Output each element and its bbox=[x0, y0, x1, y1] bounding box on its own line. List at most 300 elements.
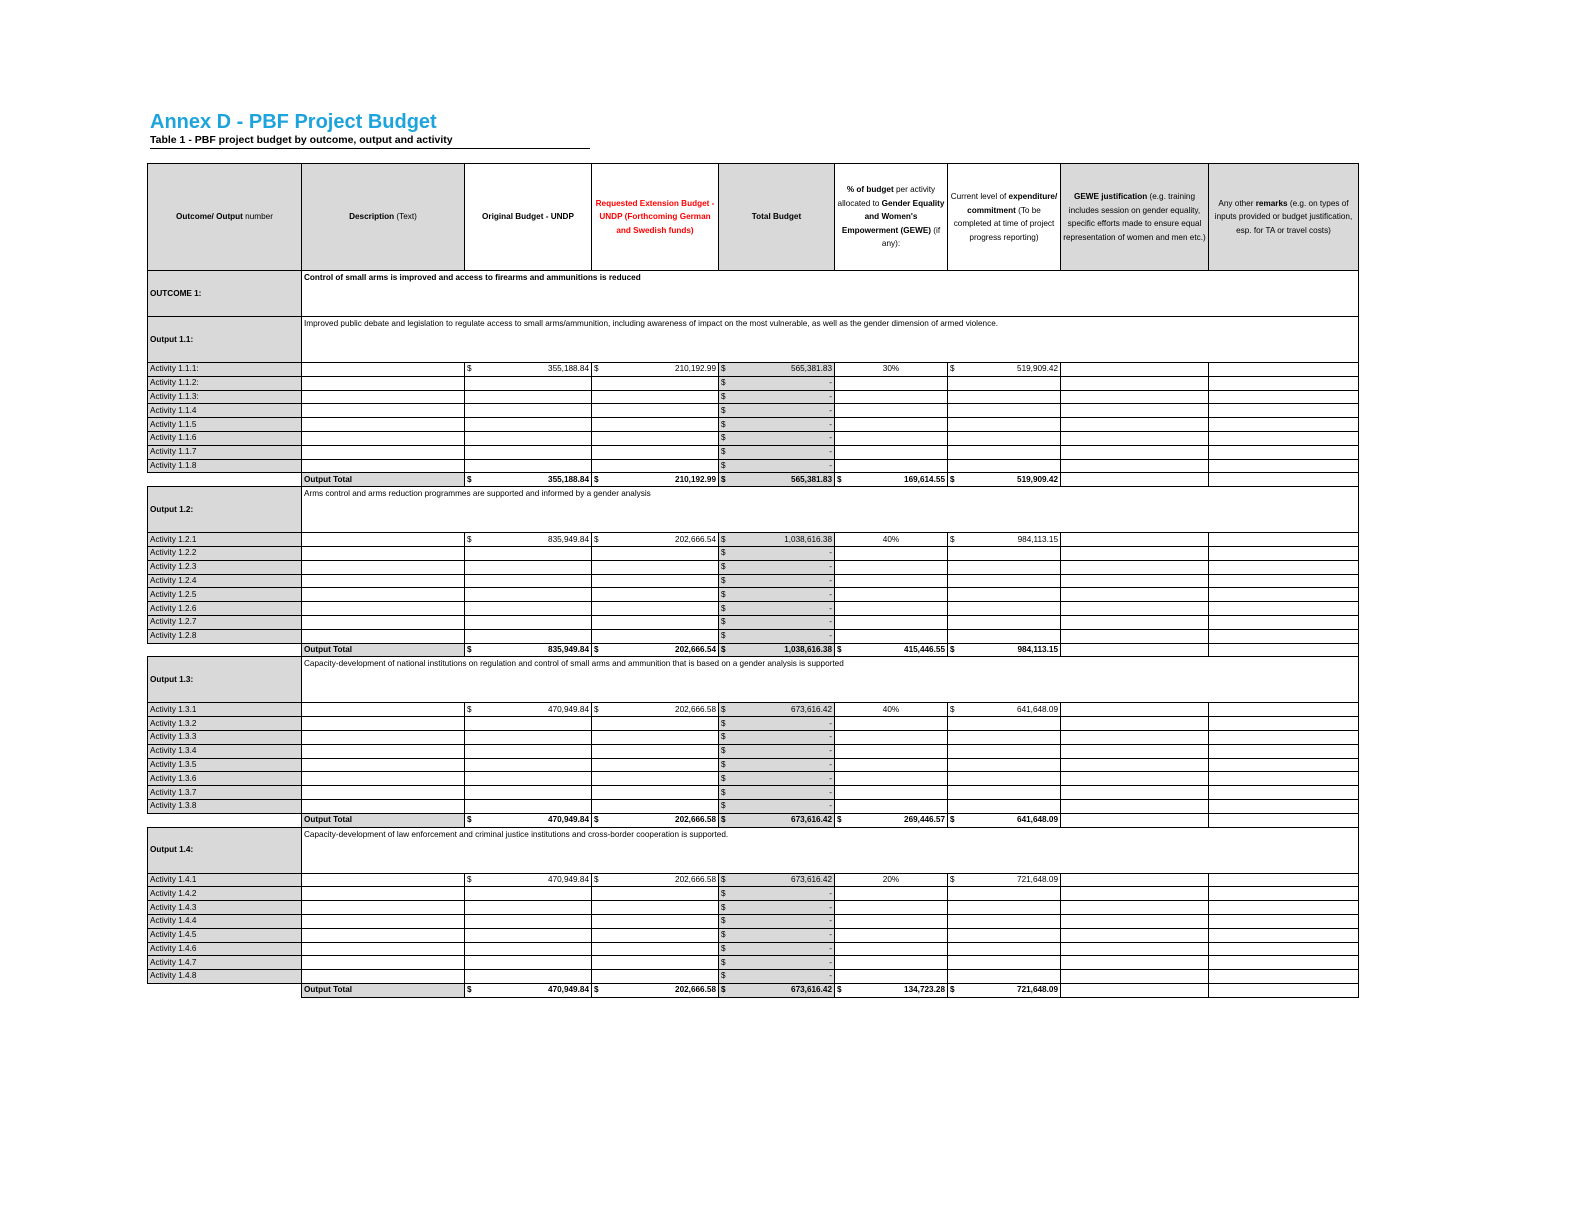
amount-value: - bbox=[829, 617, 832, 627]
activity-original-budget bbox=[465, 533, 592, 547]
activity-label: Activity 1.3.6 bbox=[148, 772, 302, 786]
activity-remarks bbox=[1209, 956, 1359, 970]
activity-gewe-percent: 20% bbox=[835, 873, 948, 887]
amount-value: 202,666.58 bbox=[675, 815, 716, 825]
amount-value: - bbox=[829, 562, 832, 572]
activity-gewe-percent bbox=[835, 574, 948, 588]
currency-symbol: $ bbox=[721, 943, 726, 953]
activity-total-budget bbox=[719, 901, 835, 915]
amount-value: 1,038,616.38 bbox=[784, 644, 832, 654]
activity-description bbox=[302, 588, 465, 602]
amount-value: 984,113.15 bbox=[1017, 534, 1058, 544]
activity-expenditure bbox=[948, 956, 1061, 970]
activity-label: Activity 1.1.2: bbox=[148, 376, 302, 390]
currency-symbol: $ bbox=[721, 405, 726, 415]
activity-expenditure bbox=[948, 873, 1061, 887]
activity-description bbox=[302, 363, 465, 377]
activity-original-budget bbox=[465, 970, 592, 984]
activity-row bbox=[148, 717, 1359, 731]
activity-extension-budget bbox=[592, 914, 719, 928]
activity-total-budget bbox=[719, 390, 835, 404]
activity-expenditure bbox=[948, 418, 1061, 432]
activity-remarks bbox=[1209, 786, 1359, 800]
activity-remarks bbox=[1209, 744, 1359, 758]
amount-value: 641,648.09 bbox=[1017, 704, 1058, 714]
activity-original-budget bbox=[465, 901, 592, 915]
activity-extension-budget bbox=[592, 901, 719, 915]
currency-symbol: $ bbox=[721, 447, 726, 457]
activity-description bbox=[302, 717, 465, 731]
activity-gewe-justification bbox=[1061, 363, 1209, 377]
amount-value: 202,666.58 bbox=[675, 874, 716, 884]
activity-label: Activity 1.1.6 bbox=[148, 431, 302, 445]
activity-total-budget bbox=[719, 887, 835, 901]
activity-remarks bbox=[1209, 390, 1359, 404]
activity-description bbox=[302, 956, 465, 970]
activity-expenditure bbox=[948, 744, 1061, 758]
activity-description bbox=[302, 772, 465, 786]
activity-gewe-percent bbox=[835, 928, 948, 942]
currency-symbol: $ bbox=[594, 644, 599, 654]
output-label: Output 1.1: bbox=[148, 317, 302, 363]
activity-extension-budget bbox=[592, 445, 719, 459]
amount-value: 673,616.42 bbox=[791, 874, 832, 884]
output-total-row bbox=[148, 813, 1359, 827]
document-subtitle: Table 1 - PBF project budget by outcome, output and activity bbox=[150, 134, 590, 149]
total-total-budget bbox=[719, 983, 835, 997]
activity-gewe-justification bbox=[1061, 956, 1209, 970]
output-section-row bbox=[148, 657, 1359, 703]
activity-total-budget bbox=[719, 574, 835, 588]
currency-symbol: $ bbox=[721, 603, 726, 613]
output-label: Output 1.4: bbox=[148, 827, 302, 873]
amount-value: 134,723.28 bbox=[904, 985, 945, 995]
activity-total-budget bbox=[719, 560, 835, 574]
activity-total-budget bbox=[719, 703, 835, 717]
activity-gewe-percent bbox=[835, 418, 948, 432]
activity-row bbox=[148, 533, 1359, 547]
amount-value: - bbox=[829, 447, 832, 457]
amount-value: - bbox=[829, 971, 832, 981]
activity-gewe-justification bbox=[1061, 970, 1209, 984]
activity-row bbox=[148, 560, 1359, 574]
activity-gewe-justification bbox=[1061, 445, 1209, 459]
activity-original-budget bbox=[465, 730, 592, 744]
total-spacer bbox=[148, 473, 302, 487]
currency-symbol: $ bbox=[721, 985, 726, 995]
activity-expenditure bbox=[948, 404, 1061, 418]
activity-original-budget bbox=[465, 546, 592, 560]
activity-gewe-justification bbox=[1061, 615, 1209, 629]
activity-extension-budget bbox=[592, 376, 719, 390]
activity-description bbox=[302, 431, 465, 445]
activity-gewe-percent: 40% bbox=[835, 703, 948, 717]
output-label: Output 1.2: bbox=[148, 487, 302, 533]
activity-extension-budget bbox=[592, 574, 719, 588]
activity-extension-budget bbox=[592, 956, 719, 970]
activity-gewe-justification bbox=[1061, 758, 1209, 772]
activity-gewe-justification bbox=[1061, 431, 1209, 445]
activity-total-budget bbox=[719, 588, 835, 602]
amount-value: - bbox=[829, 718, 832, 728]
activity-gewe-justification bbox=[1061, 376, 1209, 390]
activity-extension-budget bbox=[592, 717, 719, 731]
amount-value: - bbox=[829, 405, 832, 415]
amount-value: - bbox=[829, 916, 832, 926]
amount-value: - bbox=[829, 957, 832, 967]
outcome-description: Control of small arms is improved and access to firearms and ammunitions is reduced bbox=[302, 271, 1359, 317]
header-remarks: Any other remarks (e.g. on types of inputs provided or budget justification, esp. for TA or travel costs) bbox=[1209, 164, 1359, 271]
amount-value: 415,446.55 bbox=[904, 644, 945, 654]
activity-total-budget bbox=[719, 431, 835, 445]
activity-label: Activity 1.2.7 bbox=[148, 615, 302, 629]
activity-original-budget bbox=[465, 431, 592, 445]
total-gewe-justification bbox=[1061, 643, 1209, 657]
activity-row bbox=[148, 956, 1359, 970]
activity-original-budget bbox=[465, 363, 592, 377]
activity-description bbox=[302, 418, 465, 432]
activity-expenditure bbox=[948, 717, 1061, 731]
activity-total-budget bbox=[719, 533, 835, 547]
currency-symbol: $ bbox=[721, 460, 726, 470]
activity-extension-budget bbox=[592, 615, 719, 629]
amount-value: 835,949.84 bbox=[548, 644, 589, 654]
activity-description bbox=[302, 629, 465, 643]
output-total-row bbox=[148, 643, 1359, 657]
total-remarks bbox=[1209, 473, 1359, 487]
activity-expenditure bbox=[948, 459, 1061, 473]
currency-symbol: $ bbox=[467, 815, 472, 825]
activity-expenditure bbox=[948, 588, 1061, 602]
activity-expenditure bbox=[948, 914, 1061, 928]
activity-row bbox=[148, 574, 1359, 588]
activity-label: Activity 1.2.5 bbox=[148, 588, 302, 602]
document-title: Annex D - PBF Project Budget bbox=[150, 111, 437, 133]
outcome-label: OUTCOME 1: bbox=[148, 271, 302, 317]
activity-gewe-percent: 40% bbox=[835, 533, 948, 547]
currency-symbol: $ bbox=[721, 433, 726, 443]
total-gewe-justification bbox=[1061, 473, 1209, 487]
activity-label: Activity 1.1.3: bbox=[148, 390, 302, 404]
currency-symbol: $ bbox=[594, 474, 599, 484]
activity-extension-budget bbox=[592, 772, 719, 786]
activity-description bbox=[302, 459, 465, 473]
activity-total-budget bbox=[719, 445, 835, 459]
activity-gewe-percent bbox=[835, 901, 948, 915]
activity-remarks bbox=[1209, 376, 1359, 390]
activity-gewe-justification bbox=[1061, 602, 1209, 616]
activity-description bbox=[302, 560, 465, 574]
total-expenditure bbox=[948, 983, 1061, 997]
activity-extension-budget bbox=[592, 546, 719, 560]
activity-extension-budget bbox=[592, 928, 719, 942]
activity-total-budget bbox=[719, 418, 835, 432]
amount-value: - bbox=[829, 943, 832, 953]
currency-symbol: $ bbox=[721, 773, 726, 783]
activity-remarks bbox=[1209, 363, 1359, 377]
activity-total-budget bbox=[719, 717, 835, 731]
activity-original-budget bbox=[465, 914, 592, 928]
activity-gewe-percent bbox=[835, 431, 948, 445]
activity-description bbox=[302, 390, 465, 404]
activity-gewe-justification bbox=[1061, 533, 1209, 547]
activity-original-budget bbox=[465, 942, 592, 956]
currency-symbol: $ bbox=[467, 874, 472, 884]
header-gewe-percent: % of budget per activity allocated to Gender Equality and Women's Empowerment (GEWE) (if any): bbox=[835, 164, 948, 271]
outcome-row bbox=[148, 271, 1359, 317]
activity-original-budget bbox=[465, 956, 592, 970]
activity-extension-budget bbox=[592, 602, 719, 616]
output-total-label: Output Total bbox=[302, 983, 465, 997]
activity-row bbox=[148, 914, 1359, 928]
amount-value: 519,909.42 bbox=[1017, 364, 1058, 374]
amount-value: - bbox=[829, 575, 832, 585]
activity-expenditure bbox=[948, 363, 1061, 377]
activity-gewe-justification bbox=[1061, 901, 1209, 915]
activity-row bbox=[148, 730, 1359, 744]
activity-remarks bbox=[1209, 914, 1359, 928]
activity-row bbox=[148, 758, 1359, 772]
activity-extension-budget bbox=[592, 799, 719, 813]
header-requested-extension: Requested Extension Budget - UNDP (Forthcoming German and Swedish funds) bbox=[592, 164, 719, 271]
currency-symbol: $ bbox=[721, 534, 726, 544]
currency-symbol: $ bbox=[721, 801, 726, 811]
activity-remarks bbox=[1209, 533, 1359, 547]
activity-description bbox=[302, 602, 465, 616]
activity-remarks bbox=[1209, 928, 1359, 942]
activity-description bbox=[302, 615, 465, 629]
amount-value: 269,446.57 bbox=[904, 815, 945, 825]
activity-description bbox=[302, 873, 465, 887]
activity-row bbox=[148, 786, 1359, 800]
activity-gewe-percent bbox=[835, 390, 948, 404]
activity-expenditure bbox=[948, 703, 1061, 717]
amount-value: 355,188.84 bbox=[548, 474, 589, 484]
activity-remarks bbox=[1209, 970, 1359, 984]
activity-description bbox=[302, 786, 465, 800]
activity-remarks bbox=[1209, 602, 1359, 616]
activity-original-budget bbox=[465, 376, 592, 390]
activity-description bbox=[302, 758, 465, 772]
header-outcome-output: Outcome/ Output number bbox=[148, 164, 302, 271]
activity-expenditure bbox=[948, 887, 1061, 901]
header-expenditure: Current level of expenditure/ commitment (To be completed at time of project progress reporting) bbox=[948, 164, 1061, 271]
amount-value: - bbox=[829, 746, 832, 756]
activity-label: Activity 1.4.7 bbox=[148, 956, 302, 970]
activity-row bbox=[148, 873, 1359, 887]
activity-row bbox=[148, 602, 1359, 616]
currency-symbol: $ bbox=[721, 575, 726, 585]
activity-row bbox=[148, 546, 1359, 560]
activity-gewe-percent bbox=[835, 459, 948, 473]
amount-value: - bbox=[829, 603, 832, 613]
output-description: Capacity-development of national institutions on regulation and control of small arms and ammunition that is based on a gender analysis is supported bbox=[302, 657, 1359, 703]
activity-gewe-percent bbox=[835, 602, 948, 616]
activity-gewe-justification bbox=[1061, 873, 1209, 887]
currency-symbol: $ bbox=[594, 985, 599, 995]
activity-gewe-percent bbox=[835, 546, 948, 560]
currency-symbol: $ bbox=[594, 534, 599, 544]
activity-extension-budget bbox=[592, 533, 719, 547]
activity-label: Activity 1.4.3 bbox=[148, 901, 302, 915]
activity-row bbox=[148, 799, 1359, 813]
currency-symbol: $ bbox=[950, 364, 955, 374]
activity-gewe-percent bbox=[835, 799, 948, 813]
activity-total-budget bbox=[719, 546, 835, 560]
amount-value: 984,113.15 bbox=[1017, 644, 1058, 654]
amount-value: - bbox=[829, 433, 832, 443]
currency-symbol: $ bbox=[721, 589, 726, 599]
activity-gewe-percent bbox=[835, 404, 948, 418]
currency-symbol: $ bbox=[721, 787, 726, 797]
activity-remarks bbox=[1209, 445, 1359, 459]
amount-value: 835,949.84 bbox=[548, 534, 589, 544]
currency-symbol: $ bbox=[837, 815, 842, 825]
activity-remarks bbox=[1209, 546, 1359, 560]
activity-label: Activity 1.3.5 bbox=[148, 758, 302, 772]
activity-row bbox=[148, 629, 1359, 643]
budget-body bbox=[148, 271, 1359, 998]
activity-expenditure bbox=[948, 758, 1061, 772]
activity-gewe-justification bbox=[1061, 799, 1209, 813]
activity-gewe-percent bbox=[835, 744, 948, 758]
amount-value: 565,381.83 bbox=[791, 364, 832, 374]
activity-extension-budget bbox=[592, 703, 719, 717]
activity-gewe-justification bbox=[1061, 546, 1209, 560]
currency-symbol: $ bbox=[950, 474, 955, 484]
activity-expenditure bbox=[948, 970, 1061, 984]
activity-label: Activity 1.4.6 bbox=[148, 942, 302, 956]
amount-value: 210,192.99 bbox=[675, 364, 716, 374]
activity-extension-budget bbox=[592, 758, 719, 772]
header-original-budget: Original Budget - UNDP bbox=[465, 164, 592, 271]
currency-symbol: $ bbox=[721, 815, 726, 825]
activity-expenditure bbox=[948, 799, 1061, 813]
amount-value: 202,666.58 bbox=[675, 985, 716, 995]
amount-value: 202,666.54 bbox=[675, 534, 716, 544]
activity-expenditure bbox=[948, 431, 1061, 445]
activity-expenditure bbox=[948, 786, 1061, 800]
activity-label: Activity 1.2.3 bbox=[148, 560, 302, 574]
activity-expenditure bbox=[948, 772, 1061, 786]
currency-symbol: $ bbox=[467, 534, 472, 544]
activity-label: Activity 1.4.2 bbox=[148, 887, 302, 901]
currency-symbol: $ bbox=[721, 874, 726, 884]
amount-value: 202,666.58 bbox=[675, 704, 716, 714]
activity-row bbox=[148, 459, 1359, 473]
amount-value: 470,949.84 bbox=[548, 985, 589, 995]
total-gewe-justification bbox=[1061, 983, 1209, 997]
output-section-row bbox=[148, 317, 1359, 363]
activity-row bbox=[148, 376, 1359, 390]
activity-row bbox=[148, 744, 1359, 758]
activity-extension-budget bbox=[592, 970, 719, 984]
activity-remarks bbox=[1209, 799, 1359, 813]
activity-extension-budget bbox=[592, 730, 719, 744]
activity-row bbox=[148, 901, 1359, 915]
activity-original-budget bbox=[465, 799, 592, 813]
activity-gewe-percent bbox=[835, 629, 948, 643]
currency-symbol: $ bbox=[721, 419, 726, 429]
activity-label: Activity 1.1.1: bbox=[148, 363, 302, 377]
activity-remarks bbox=[1209, 560, 1359, 574]
activity-gewe-justification bbox=[1061, 772, 1209, 786]
output-description: Arms control and arms reduction programmes are supported and informed by a gender analysis bbox=[302, 487, 1359, 533]
activity-extension-budget bbox=[592, 560, 719, 574]
activity-expenditure bbox=[948, 560, 1061, 574]
amount-value: 1,038,616.38 bbox=[784, 534, 832, 544]
activity-gewe-justification bbox=[1061, 928, 1209, 942]
activity-expenditure bbox=[948, 546, 1061, 560]
activity-expenditure bbox=[948, 928, 1061, 942]
header-row bbox=[148, 164, 1359, 271]
activity-extension-budget bbox=[592, 431, 719, 445]
activity-original-budget bbox=[465, 629, 592, 643]
activity-total-budget bbox=[719, 928, 835, 942]
activity-gewe-justification bbox=[1061, 730, 1209, 744]
activity-gewe-justification bbox=[1061, 942, 1209, 956]
total-gewe-amount bbox=[835, 813, 948, 827]
output-total-row bbox=[148, 473, 1359, 487]
activity-original-budget bbox=[465, 717, 592, 731]
activity-original-budget bbox=[465, 588, 592, 602]
activity-gewe-justification bbox=[1061, 574, 1209, 588]
output-description: Improved public debate and legislation to regulate access to small arms/ammunition, including awareness of impact on the most vulnerable, as well as the gender dimension of armed violence. bbox=[302, 317, 1359, 363]
activity-original-budget bbox=[465, 928, 592, 942]
activity-description bbox=[302, 533, 465, 547]
currency-symbol: $ bbox=[837, 474, 842, 484]
currency-symbol: $ bbox=[950, 874, 955, 884]
output-total-row bbox=[148, 983, 1359, 997]
total-original-budget bbox=[465, 813, 592, 827]
activity-gewe-percent bbox=[835, 615, 948, 629]
amount-value: - bbox=[829, 631, 832, 641]
activity-total-budget bbox=[719, 942, 835, 956]
currency-symbol: $ bbox=[594, 364, 599, 374]
total-remarks bbox=[1209, 813, 1359, 827]
currency-symbol: $ bbox=[950, 704, 955, 714]
activity-gewe-percent bbox=[835, 730, 948, 744]
activity-label: Activity 1.3.1 bbox=[148, 703, 302, 717]
activity-expenditure bbox=[948, 390, 1061, 404]
activity-description bbox=[302, 703, 465, 717]
activity-remarks bbox=[1209, 887, 1359, 901]
activity-row bbox=[148, 703, 1359, 717]
amount-value: 470,949.84 bbox=[548, 815, 589, 825]
activity-original-budget bbox=[465, 772, 592, 786]
activity-row bbox=[148, 970, 1359, 984]
activity-label: Activity 1.1.4 bbox=[148, 404, 302, 418]
activity-gewe-percent bbox=[835, 560, 948, 574]
activity-expenditure bbox=[948, 602, 1061, 616]
currency-symbol: $ bbox=[594, 815, 599, 825]
total-expenditure bbox=[948, 473, 1061, 487]
currency-symbol: $ bbox=[721, 562, 726, 572]
activity-row bbox=[148, 942, 1359, 956]
activity-remarks bbox=[1209, 901, 1359, 915]
activity-gewe-percent bbox=[835, 445, 948, 459]
activity-gewe-justification bbox=[1061, 786, 1209, 800]
amount-value: - bbox=[829, 391, 832, 401]
activity-row bbox=[148, 887, 1359, 901]
currency-symbol: $ bbox=[950, 815, 955, 825]
activity-remarks bbox=[1209, 574, 1359, 588]
activity-extension-budget bbox=[592, 404, 719, 418]
activity-label: Activity 1.3.7 bbox=[148, 786, 302, 800]
activity-extension-budget bbox=[592, 629, 719, 643]
activity-expenditure bbox=[948, 942, 1061, 956]
activity-gewe-justification bbox=[1061, 717, 1209, 731]
